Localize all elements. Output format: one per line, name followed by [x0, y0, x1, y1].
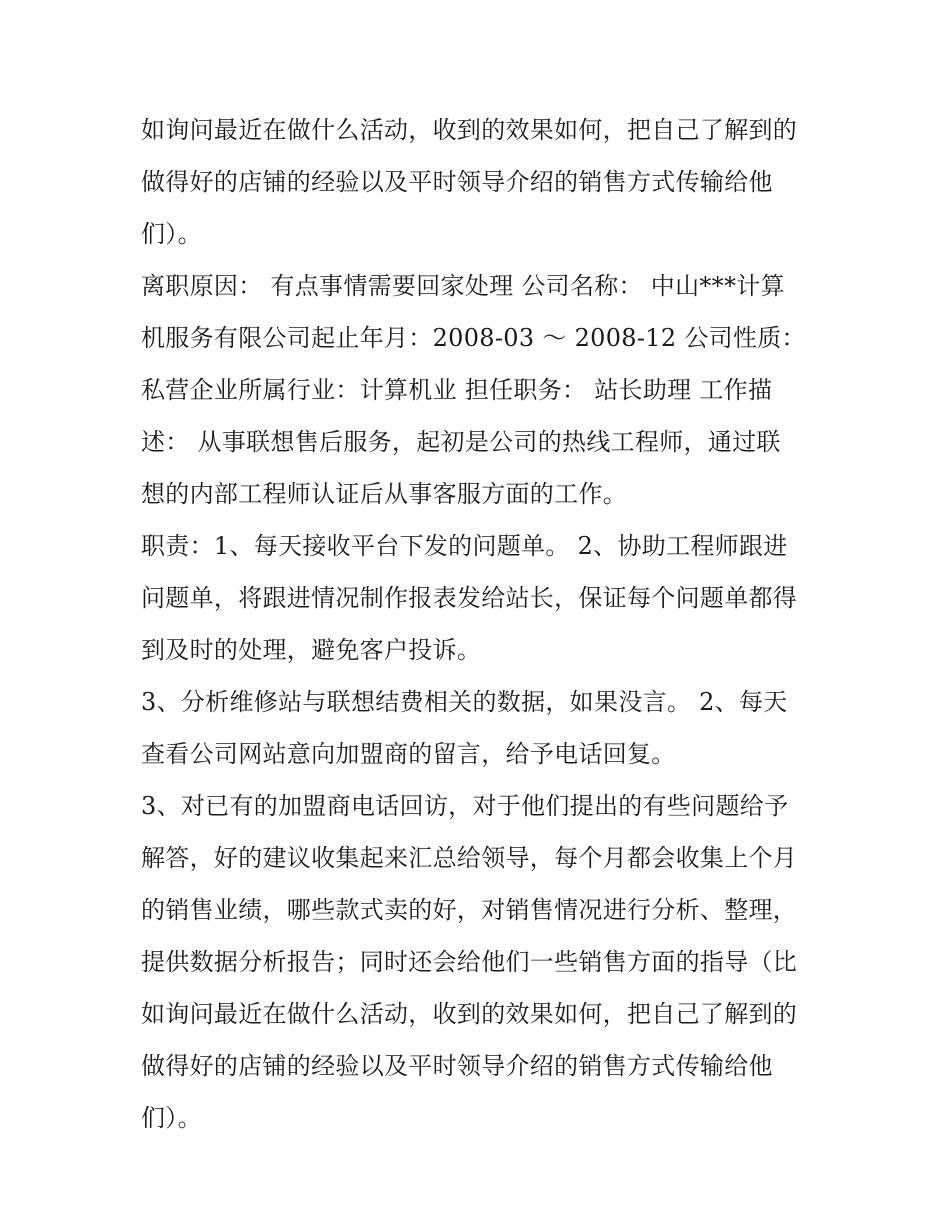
text-line: 述： 从事联想售后服务，起初是公司的热线工程师，通过联: [141, 428, 781, 456]
text-line: 如询问最近在做什么活动，收到的效果如何，把自己了解到的: [141, 116, 798, 144]
text-line: 们）。: [141, 1104, 202, 1132]
document-body: [141, 104, 821, 1144]
paragraph-duties: [141, 520, 821, 676]
text-line: 离职原因： 有点事情需要回家处理 公司名称： 中山***计算: [141, 272, 785, 300]
text-line: 3、对已有的加盟商电话回访，对于他们提出的有些问题给予: [141, 792, 789, 820]
paragraph-duty-3a: [141, 676, 821, 780]
text-line: 问题单，将跟进情况制作报表发给站长，保证每个问题单都得: [141, 584, 798, 612]
text-line: 提供数据分析报告；同时还会给他们一些销售方面的指导（比: [141, 948, 798, 976]
text-line: 查看公司网站意向加盟商的留言，给予电话回复。: [141, 740, 676, 768]
text-line: 解答，好的建议收集起来汇总给领导，每个月都会收集上个月: [141, 844, 798, 872]
paragraph-job-info: [141, 260, 821, 520]
text-line: 们）。: [141, 220, 202, 248]
paragraph-duty-3b: [141, 780, 821, 1144]
text-line: 做得好的店铺的经验以及平时领导介绍的销售方式传输给他: [141, 1052, 773, 1080]
paragraph-previous-continuation: [141, 104, 821, 260]
text-line: 想的内部工程师认证后从事客服方面的工作。: [141, 480, 627, 508]
text-line: 做得好的店铺的经验以及平时领导介绍的销售方式传输给他: [141, 168, 773, 196]
text-line: 如询问最近在做什么活动，收到的效果如何，把自己了解到的: [141, 1000, 798, 1028]
text-line: 私营企业所属行业：计算机业 担任职务： 站长助理 工作描: [141, 376, 773, 404]
text-line: 职责：1、每天接收平台下发的问题单。 2、协助工程师跟进: [141, 532, 788, 560]
text-line: 到及时的处理，避免客户投诉。: [141, 636, 482, 664]
text-line: 的销售业绩，哪些款式卖的好，对销售情况进行分析、整理，: [141, 896, 798, 924]
text-line: 3、分析维修站与联想结费相关的数据，如果没言。 2、每天: [141, 688, 788, 716]
text-line: 机服务有限公司起止年月：2008-03 ～ 2008-12 公司性质：: [141, 324, 806, 352]
